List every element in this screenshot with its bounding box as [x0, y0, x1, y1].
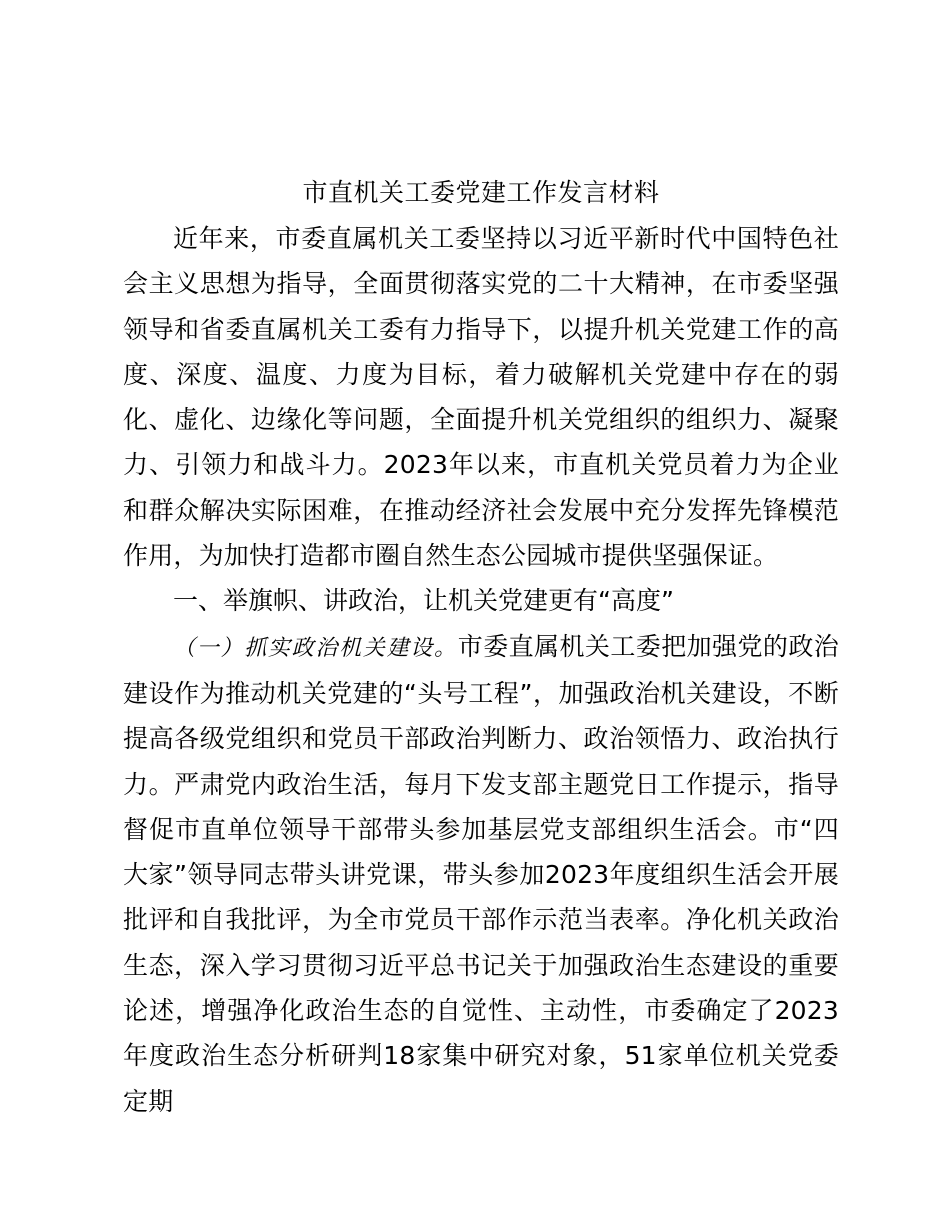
- document-title: 市直机关工委党建工作发言材料: [302, 178, 660, 207]
- section-heading: 一、举旗帜、讲政治，让机关党建更有“高度”: [173, 586, 674, 616]
- subsection-body: 市委直属机关工委把加强党的政治建设作为推动机关党建的“头号工程”，加强政治机关建设，不断提高各级党组织和党员干部政治判断力、政治领悟力、政治执行力。严肃党内政治生活，每月下发支部主题党日工作提示，指导督促市直单位领导干部带头参加基层党支部组织生活会。市“四大家”领导同志带头讲党课，带头参加2023年度组织生活会开展批评和自我批评，为全市党员干部作示范当表率。净化机关政治生态，深入学习贯彻习近平总书记关于加强政治生态建设的重要论述，增强净化政治生态的自觉性、主动性，市委确定了2023年度政治生态分析研判18家集中研究对象，51家单位机关党委定期: [123, 631, 839, 1116]
- document-page: [123, 170, 839, 1124]
- intro-paragraph: 近年来，市委直属机关工委坚持以习近平新时代中国特色社会主义思想为指导，全面贯彻落实党的二十大精神，在市委坚强领导和省委直属机关工委有力指导下，以提升机关党建工作的高度、深度、温度、力度为目标，着力破解机关党建中存在的弱化、虚化、边缘化等问题，全面提升机关党组织的组织力、凝聚力、引领力和战斗力。2023年以来，市直机关党员着力为企业和群众解决实际困难，在推动经济社会发展中充分发挥先锋模范作用，为加快打造都市圈自然生态公园城市提供坚强保证。: [123, 224, 839, 571]
- subsection-heading: （一）抓实政治机关建设。: [173, 635, 458, 661]
- subsection-paragraph: [123, 624, 839, 1124]
